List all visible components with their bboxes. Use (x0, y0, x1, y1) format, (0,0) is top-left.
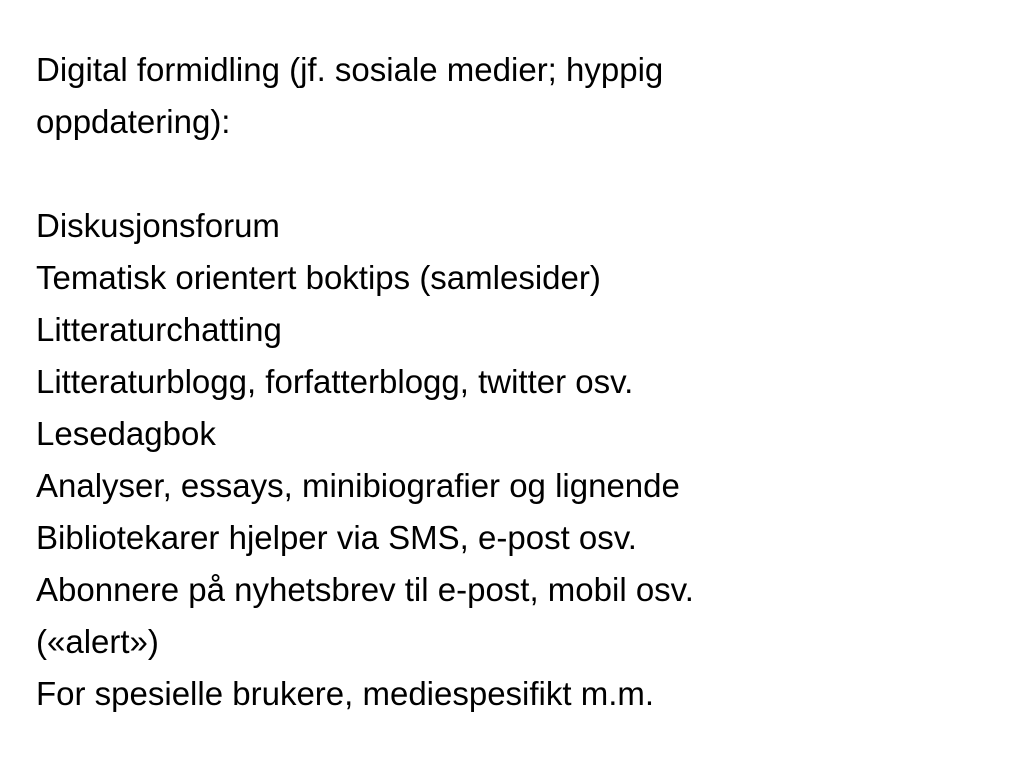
list-item-special-users: For spesielle brukere, mediespesifikt m.m. (36, 675, 655, 712)
slide-heading-line-2: oppdatering): (36, 103, 231, 140)
list-item-librarians-help: Bibliotekarer hjelper via SMS, e-post osv. (36, 519, 637, 556)
blank-line (36, 148, 996, 200)
list-item-alert: («alert») (36, 623, 159, 660)
list-item-thematic-book-tips: Tematisk orientert boktips (samlesider) (36, 259, 601, 296)
slide-heading-line-1: Digital formidling (jf. sosiale medier; hyppig (36, 51, 664, 88)
list-item-literature-chat: Litteraturchatting (36, 311, 282, 348)
list-item-newsletter-subscription: Abonnere på nyhetsbrev til e-post, mobil osv. (36, 571, 694, 608)
list-item-reading-diary: Lesedagbok (36, 415, 216, 452)
list-item-discussion-forum: Diskusjonsforum (36, 207, 280, 244)
slide-body (36, 44, 996, 720)
list-item-analyses-essays: Analyser, essays, minibiografier og lignende (36, 467, 680, 504)
list-item-literature-blog: Litteraturblogg, forfatterblogg, twitter osv. (36, 363, 634, 400)
